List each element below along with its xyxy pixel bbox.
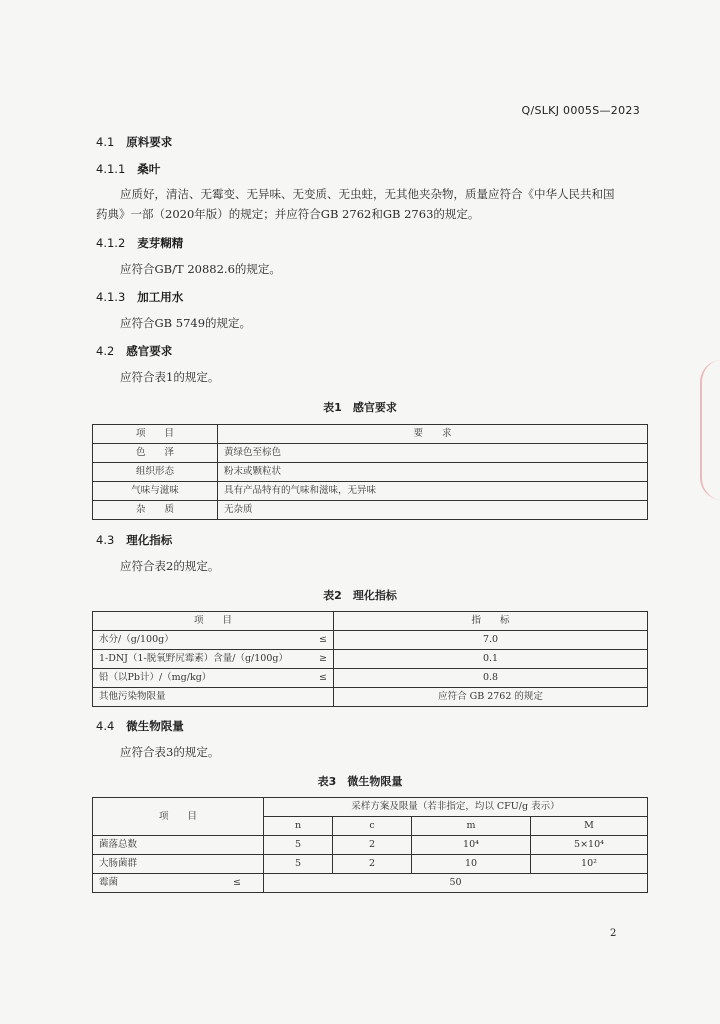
table-cell: 0.1 — [334, 650, 648, 669]
table-row — [93, 836, 648, 855]
section-4-1-3-heading: 4.1.3 加工用水 — [96, 290, 184, 304]
table-cell: 5 — [264, 836, 333, 855]
table-cell: 无杂质 — [218, 501, 648, 520]
table-cell: 2 — [333, 836, 412, 855]
section-4-1-2-text: 应符合GB/T 20882.6的规定。 — [120, 262, 281, 276]
table-row — [93, 463, 648, 482]
table-header-row — [93, 798, 648, 817]
table-header-cell: 项 目 — [93, 425, 218, 444]
page-number: 2 — [610, 928, 617, 939]
table-row — [93, 855, 648, 874]
table1-sensory — [92, 424, 648, 520]
table-cell: 具有产品特有的气味和滋味，无异味 — [218, 482, 648, 501]
table-cell: 杂 质 — [93, 501, 218, 520]
table-cell: 0.8 — [334, 669, 648, 688]
table-header-cell: n — [264, 817, 333, 836]
table2-caption: 表2 理化指标 — [323, 589, 397, 602]
table-row — [93, 874, 648, 893]
table-cell: 菌落总数 — [93, 836, 264, 855]
section-4-4-text: 应符合表3的规定。 — [120, 745, 220, 759]
table-header-cell: 要 求 — [218, 425, 648, 444]
table-row — [93, 688, 648, 707]
section-4-2-text: 应符合表1的规定。 — [120, 370, 220, 384]
table-row — [93, 501, 648, 520]
table-cell: 7.0 — [334, 631, 648, 650]
table-cell: 10 — [412, 855, 531, 874]
table1-caption: 表1 感官要求 — [323, 401, 397, 414]
section-4-3-text: 应符合表2的规定。 — [120, 559, 220, 573]
table-cell: 5 — [264, 855, 333, 874]
table-cell: 气味与滋味 — [93, 482, 218, 501]
section-4-1-3-text: 应符合GB 5749的规定。 — [120, 316, 252, 330]
section-4-1-1-heading: 4.1.1 桑叶 — [96, 162, 161, 176]
table-header-cell: c — [333, 817, 412, 836]
table-cell: 大肠菌群 — [93, 855, 264, 874]
table-cell: 应符合 GB 2762 的规定 — [334, 688, 648, 707]
table-header-cell: 采样方案及限量（若非指定，均以 CFU/g 表示） — [264, 798, 648, 817]
section-4-1-1-line1: 应质好，清洁、无霉变、无异味、无变质、无虫蛀，无其他夹杂物，质量应符合《中华人民共和国 — [120, 187, 615, 201]
table-row — [93, 669, 648, 688]
table-header-row — [93, 425, 648, 444]
section-4-4-heading: 4.4 微生物限量 — [96, 719, 184, 733]
standard-code: Q/SLKJ 0005S—2023 — [521, 104, 640, 117]
seal-stamp-fragment — [700, 360, 720, 500]
table-cell: 铅（以Pb计）/（mg/kg） ≤ — [93, 669, 334, 688]
section-4-3-heading: 4.3 理化指标 — [96, 533, 173, 547]
table-cell: 粉末或颗粒状 — [218, 463, 648, 482]
table-header-cell: M — [531, 817, 648, 836]
table-cell: 10⁴ — [412, 836, 531, 855]
section-4-1-heading: 4.1 原料要求 — [96, 135, 173, 149]
table-row — [93, 482, 648, 501]
table-header-cell: 项 目 — [93, 798, 264, 836]
table-cell: 组织形态 — [93, 463, 218, 482]
table-cell: 其他污染物限量 — [93, 688, 334, 707]
section-4-1-1-line2: 药典》一部（2020年版）的规定；并应符合GB 2762和GB 2763的规定。 — [96, 207, 480, 221]
table3-caption: 表3 微生物限量 — [317, 775, 403, 788]
table-header-cell: m — [412, 817, 531, 836]
table2-physicochemical — [92, 611, 648, 707]
section-4-1-2-heading: 4.1.2 麦芽糊精 — [96, 236, 184, 250]
table-cell: 水分/（g/100g） ≤ — [93, 631, 334, 650]
table-cell: 50 — [264, 874, 648, 893]
table-row — [93, 631, 648, 650]
table-cell: 色 泽 — [93, 444, 218, 463]
table-cell: 霉菌 ≤ — [93, 874, 264, 893]
table-cell: 黄绿色至棕色 — [218, 444, 648, 463]
table3-microbial — [92, 797, 648, 893]
table-cell: 10² — [531, 855, 648, 874]
table-header-cell: 项 目 — [93, 612, 334, 631]
table-cell: 1-DNJ（1-脱氧野尻霉素）含量/（g/100g） ≥ — [93, 650, 334, 669]
table-row — [93, 650, 648, 669]
section-4-2-heading: 4.2 感官要求 — [96, 344, 173, 358]
table-cell: 5×10⁴ — [531, 836, 648, 855]
table-cell: 2 — [333, 855, 412, 874]
table-row — [93, 444, 648, 463]
table-header-cell: 指 标 — [334, 612, 648, 631]
table-header-row — [93, 612, 648, 631]
